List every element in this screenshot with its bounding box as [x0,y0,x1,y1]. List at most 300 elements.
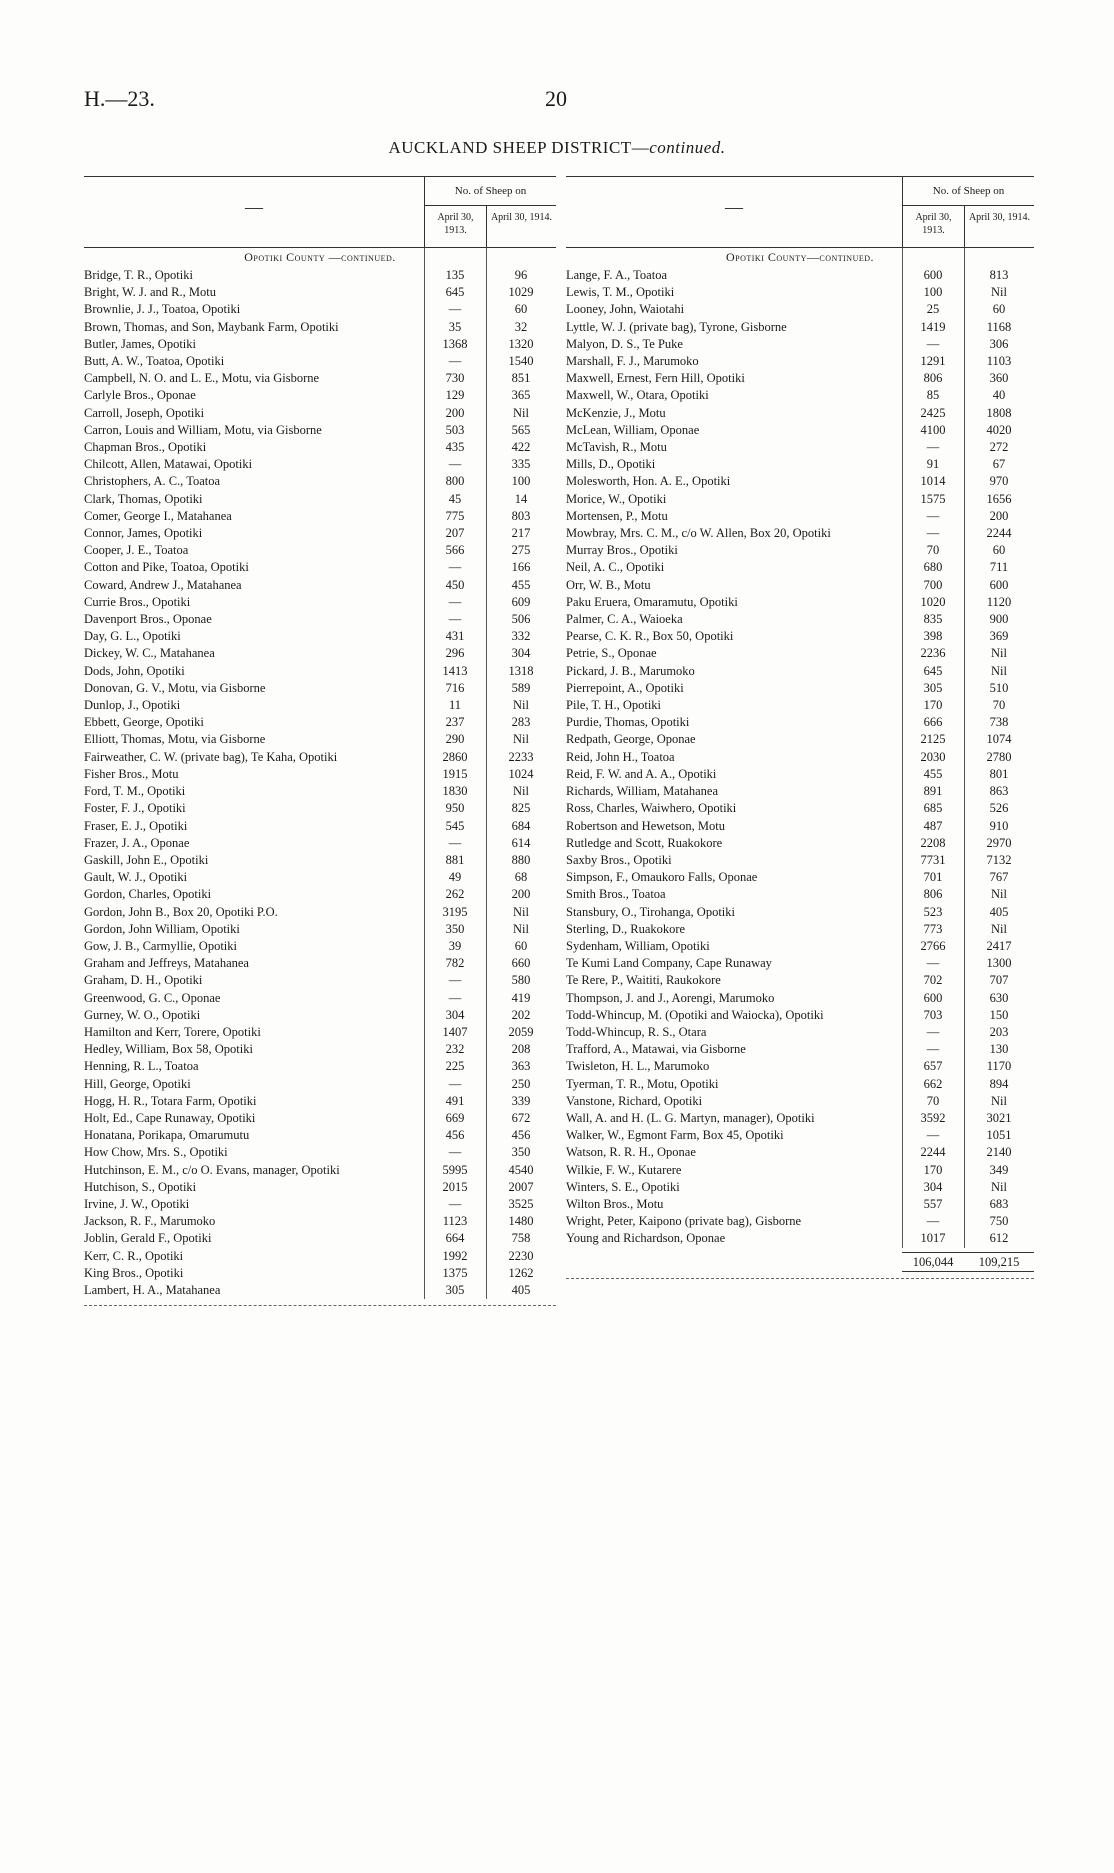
owner-name: Marshall, F. J., Marumoko [566,354,699,369]
sheep-1913: 703 [923,1007,943,1022]
sheep-1913: 4100 [920,422,946,437]
owner-name: Pickard, J. B., Marumoko [566,663,695,678]
sheep-1913: — [448,302,462,317]
sheep-1914: 1170 [986,1059,1012,1074]
owner-name: Robertson and Hewetson, Motu [566,818,726,833]
owner-name: Hutchinson, E. M., c/o O. Evans, manager, Opotiki [84,1162,340,1177]
sheep-1913: 657 [923,1059,943,1074]
sheep-1914: 70 [992,698,1006,713]
sheep-1914: 306 [989,336,1009,351]
sheep-1914: 203 [989,1024,1009,1039]
sheep-1914: Nil [991,887,1007,902]
sheep-1914: Nil [991,1179,1007,1194]
document-code: H.—23. [84,86,155,111]
sheep-1913: 2766 [920,938,946,953]
sheep-1913: 950 [445,801,465,816]
col-1914-header: April 30, 1914. [964,205,1034,247]
sheep-1913: 2208 [920,835,946,850]
owner-name: Redpath, George, Oponae [566,732,696,747]
sheep-1914: Nil [513,732,529,747]
sheep-1913: 170 [923,698,943,713]
sheep-1913: 2125 [920,732,946,747]
sheep-1914: 894 [989,1076,1009,1091]
sheep-1913: 645 [923,663,943,678]
sheep-1914: Nil [513,405,529,420]
sheep-1914: 166 [511,560,531,575]
sheep-1913: 1017 [920,1231,946,1246]
owner-name: Lewis, T. M., Opotiki [566,285,675,300]
sheep-1914: 200 [989,508,1009,523]
owner-name: Ebbett, George, Opotiki [84,715,204,730]
sheep-1914: 40 [992,388,1006,403]
sheep-1913: 70 [926,543,940,558]
owner-name: Twisleton, H. L., Marumoko [566,1059,710,1074]
sheep-1913: 350 [445,921,465,936]
owner-name: Winters, S. E., Opotiki [566,1179,680,1194]
owner-name: Morice, W., Opotiki [566,491,667,506]
sheep-1913: 545 [445,818,465,833]
owner-name: Cotton and Pike, Toatoa, Opotiki [84,560,249,575]
sheep-1914: Nil [991,646,1007,661]
sheep-1914: 208 [511,1042,531,1057]
owner-name: Carroll, Joseph, Opotiki [84,405,205,420]
sheep-1913: 450 [445,577,465,592]
sheep-1914: 851 [511,371,531,386]
owner-name: Sterling, D., Ruakokore [566,921,686,936]
owner-name: Malyon, D. S., Te Puke [566,336,683,351]
sheep-1913: 85 [926,388,940,403]
sheep-1914: 2970 [986,835,1012,850]
sheep-1914: 1168 [986,319,1012,334]
sheep-1913: 200 [445,405,465,420]
sheep-1914: 2059 [508,1024,534,1039]
owner-name: Cooper, J. E., Toatoa [84,543,189,558]
sheep-1913: 1830 [442,784,468,799]
sheep-1913: 891 [923,784,943,799]
owner-name: Trafford, A., Matawai, via Gisborne [566,1042,746,1057]
sheep-1914: 767 [989,870,1009,885]
sheep-1913: 2425 [920,405,946,420]
sheep-1913: 491 [445,1093,465,1108]
sheep-1914: 405 [989,904,1009,919]
sheep-1913: 5995 [442,1162,468,1177]
owner-name: Maxwell, Ernest, Fern Hill, Opotiki [566,371,745,386]
sheep-1914: 1808 [986,405,1012,420]
sheep-1913: 290 [445,732,465,747]
sheep-1913: 100 [923,285,943,300]
sheep-1913: 1407 [442,1024,468,1039]
owner-name: Young and Richardson, Oponae [566,1231,726,1246]
sheep-1913: 600 [923,990,943,1005]
owner-name: Paku Eruera, Omaramutu, Opotiki [566,594,738,609]
sheep-1913: — [448,973,462,988]
left-table-header [84,176,556,248]
sheep-1913: — [448,1145,462,1160]
sheep-1913: 669 [445,1110,465,1125]
sheep-1913: 806 [923,887,943,902]
owner-name: Honatana, Porikapa, Omarumutu [84,1128,250,1143]
page-number: 20 [545,86,567,111]
sheep-1914: 67 [992,457,1006,472]
owner-name: Joblin, Gerald F., Opotiki [84,1231,212,1246]
owner-name: Chapman Bros., Opotiki [84,440,207,455]
sheep-1913: 3195 [442,904,468,919]
owner-name: Dunlop, J., Opotiki [84,698,181,713]
sheep-1914: Nil [991,921,1007,936]
sheep-1913: — [926,1214,940,1229]
sheep-1914: 96 [514,268,528,282]
sheep-1914: 272 [989,440,1009,455]
sheep-1914: 630 [989,990,1009,1005]
sheep-1913: — [926,336,940,351]
sheep-1913: — [926,956,940,971]
sheep-1914: 1024 [508,766,534,781]
sheep-1913: — [926,526,940,541]
sheep-1913: 305 [445,1282,465,1297]
sheep-1914: 369 [989,629,1009,644]
total-1914: 109,215 [964,1252,1034,1272]
owner-name: Murray Bros., Opotiki [566,543,678,558]
sheep-1913: 11 [448,698,462,713]
owner-name: Kerr, C. R., Opotiki [84,1248,184,1263]
sheep-1914: 335 [511,457,531,472]
sheep-1914: 200 [511,887,531,902]
owner-name: Elliott, Thomas, Motu, via Gisborne [84,732,266,747]
owner-name: Foster, F. J., Opotiki [84,801,186,816]
sheep-1913: 1419 [920,319,946,334]
sheep-1914: 339 [511,1093,531,1108]
sheep-1914: 1480 [508,1214,534,1229]
left-table [84,176,556,1306]
owner-name: Fraser, E. J., Opotiki [84,818,188,833]
owner-name: Brown, Thomas, and Son, Maybank Farm, Opotiki [84,319,339,334]
sheep-1913: 503 [445,422,465,437]
sheep-1914: 250 [511,1076,531,1091]
section-heading: Opotiki County—continued. [725,250,875,264]
name-column-header: — [245,197,263,217]
sheep-1913: 25 [926,302,940,317]
owner-name: Bridge, T. R., Opotiki [84,268,193,282]
sheep-1913: 237 [445,715,465,730]
total-1913: 106,044 [902,1252,964,1272]
sheep-1914: 1262 [508,1265,534,1280]
owner-name: Gault, W. J., Opotiki [84,870,188,885]
sheep-1913: 7731 [920,852,946,867]
sheep-1914: 589 [511,680,531,695]
sheep-1913: 881 [445,852,465,867]
sheep-1914: 68 [514,870,528,885]
sheep-1914: 683 [989,1196,1009,1211]
owner-name: Coward, Andrew J., Matahanea [84,577,242,592]
sheep-1913: 1413 [442,663,468,678]
owner-name: Todd-Whincup, R. S., Otara [566,1024,707,1039]
right-table [566,176,1034,1279]
sheep-1913: 2236 [920,646,946,661]
sheep-1914: 600 [989,577,1009,592]
owner-name: Mortensen, P., Motu [566,508,668,523]
sheep-1913: 91 [926,457,940,472]
owner-name: Hedley, William, Box 58, Opotiki [84,1042,253,1057]
sheep-1914: 455 [511,577,531,592]
owner-name: Dickey, W. C., Matahanea [84,646,215,661]
left-table-body [84,248,556,1299]
owner-name: Carlyle Bros., Oponae [84,388,196,403]
sheep-1914: 2233 [508,749,534,764]
sheep-1913: 782 [445,956,465,971]
sheep-1914: 1074 [986,732,1012,747]
sheep-1914: 900 [989,612,1009,627]
owner-name: Todd-Whincup, M. (Opotiki and Waiocka), Opotiki [566,1007,824,1022]
sheep-1914: 150 [989,1007,1009,1022]
totals-row [566,1252,1034,1272]
owner-name: Stansbury, O., Tirohanga, Opotiki [566,904,735,919]
owner-name: Currie Bros., Opotiki [84,594,191,609]
owner-name: Wright, Peter, Kaipono (private bag), Gisborne [566,1214,802,1229]
sheep-1913: 800 [445,474,465,489]
owner-name: Christophers, A. C., Toatoa [84,474,221,489]
sheep-1914: 1318 [508,663,534,678]
sheep-1913: 487 [923,818,943,833]
owner-name: Vanstone, Richard, Opotiki [566,1093,703,1108]
sheep-1914: 1120 [986,594,1012,609]
owner-name: Rutledge and Scott, Ruakokore [566,835,723,850]
owner-name: Butler, James, Opotiki [84,336,196,351]
owner-name: Wall, A. and H. (L. G. Martyn, manager), Opotiki [566,1110,815,1125]
sheep-1914: 3525 [508,1196,534,1211]
sheep-1914: 365 [511,388,531,403]
sheep-1913: 262 [445,887,465,902]
sheep-1914: 7132 [986,852,1012,867]
sheep-1914: 880 [511,852,531,867]
sheep-count-group-header: No. of Sheep on [902,177,1034,206]
sheep-1913: 49 [448,870,462,885]
owner-name: Davenport Bros., Oponae [84,612,212,627]
sheep-1913: 645 [445,285,465,300]
sheep-1914: Nil [991,1093,1007,1108]
sheep-1913: 685 [923,801,943,816]
owner-name: Looney, John, Waiotahi [566,302,685,317]
owner-name: Hamilton and Kerr, Torere, Opotiki [84,1024,261,1039]
sheep-1914: 360 [989,371,1009,386]
owner-name: Reid, F. W. and A. A., Opotiki [566,766,717,781]
sheep-1913: 600 [923,268,943,282]
sheep-1913: 296 [445,646,465,661]
sheep-1914: Nil [513,904,529,919]
owner-name: Day, G. L., Opotiki [84,629,181,644]
sheep-1914: 4020 [986,422,1012,437]
sheep-1914: 456 [511,1128,531,1143]
sheep-1913: 702 [923,973,943,988]
sheep-1913: 435 [445,440,465,455]
sheep-1913: 3592 [920,1110,946,1125]
sheep-1914: 660 [511,956,531,971]
sheep-1913: 456 [445,1128,465,1143]
owner-name: Pile, T. H., Opotiki [566,698,662,713]
sheep-1913: 523 [923,904,943,919]
owner-name: Hutchison, S., Opotiki [84,1179,197,1194]
sheep-1913: 806 [923,371,943,386]
sheep-1913: 170 [923,1162,943,1177]
owner-name: Campbell, N. O. and L. E., Motu, via Gisborne [84,371,320,386]
sheep-1914: Nil [991,285,1007,300]
owner-name: Gurney, W. O., Opotiki [84,1007,201,1022]
sheep-1914: 405 [511,1282,531,1297]
sheep-1914: 758 [511,1231,531,1246]
owner-name: Pearse, C. K. R., Box 50, Opotiki [566,629,734,644]
owner-name: Neil, A. C., Opotiki [566,560,665,575]
sheep-1913: 775 [445,508,465,523]
sheep-count-group-header: No. of Sheep on [424,177,556,206]
sheep-1913: — [448,1076,462,1091]
sheep-1914: 970 [989,474,1009,489]
owner-name: Frazer, J. A., Oponae [84,835,190,850]
sheep-1914: 565 [511,422,531,437]
owner-name: McLean, William, Oponae [566,422,700,437]
sheep-1913: 431 [445,629,465,644]
sheep-1913: 305 [923,680,943,695]
sheep-1914: 863 [989,784,1009,799]
owner-name: Irvine, J. W., Opotiki [84,1196,190,1211]
owner-name: King Bros., Opotiki [84,1265,184,1280]
sheep-1913: — [448,612,462,627]
owner-name: Fairweather, C. W. (private bag), Te Kaha, Opotiki [84,749,338,764]
owner-name: Bright, W. J. and R., Motu [84,285,216,300]
sheep-1913: — [448,1196,462,1211]
owner-name: Clark, Thomas, Opotiki [84,491,203,506]
sheep-1913: 1368 [442,336,468,351]
col-1913-header: April 30, 1913. [424,205,486,247]
sheep-1914: 332 [511,629,531,644]
sheep-1913: — [448,354,462,369]
sheep-1914: 2417 [986,938,1012,953]
sheep-1914: 801 [989,766,1009,781]
owner-name: Te Rere, P., Waititi, Raukokore [566,973,721,988]
owner-name: Palmer, C. A., Waioeka [566,612,683,627]
sheep-1913: — [448,560,462,575]
sheep-1913: 662 [923,1076,943,1091]
owner-name: McKenzie, J., Motu [566,405,666,420]
owner-name: Henning, R. L., Toatoa [84,1059,199,1074]
sheep-1913: 225 [445,1059,465,1074]
sheep-1913: 1123 [442,1214,468,1229]
sheep-1914: 1300 [986,956,1012,971]
sheep-1913: — [448,457,462,472]
owner-name: Reid, John H., Toatoa [566,749,675,764]
owner-name: Smith Bros., Toatoa [566,887,666,902]
sheep-1914: 813 [989,268,1009,282]
sheep-1914: 609 [511,594,531,609]
sheep-1913: 700 [923,577,943,592]
sheep-1913: 557 [923,1196,943,1211]
sheep-1913: — [926,440,940,455]
sheep-1914: 304 [511,646,531,661]
sheep-1914: 350 [511,1145,531,1160]
owner-name: Graham and Jeffreys, Matahanea [84,956,249,971]
sheep-1914: 510 [989,680,1009,695]
sheep-1913: 2015 [442,1179,468,1194]
sheep-1913: 1375 [442,1265,468,1280]
owner-name: Lambert, H. A., Matahanea [84,1282,221,1297]
sheep-1913: 701 [923,870,943,885]
sheep-1914: 526 [989,801,1009,816]
sheep-1913: 1014 [920,474,946,489]
sheep-1913: 304 [923,1179,943,1194]
sheep-1914: 711 [989,560,1009,575]
owner-name: Sydenham, William, Opotiki [566,938,710,953]
owner-name: Tyerman, T. R., Motu, Opotiki [566,1076,719,1091]
sheep-1914: 580 [511,973,531,988]
sheep-1913: — [448,594,462,609]
sheep-1913: 773 [923,921,943,936]
sheep-1914: 2244 [986,526,1012,541]
sheep-1914: 1051 [986,1128,1012,1143]
sheep-1913: 129 [445,388,465,403]
sheep-1913: 207 [445,526,465,541]
col-1914-header: April 30, 1914. [486,205,556,247]
name-column-header: — [725,197,743,217]
sheep-1914: 707 [989,973,1009,988]
sheep-1914: 202 [511,1007,531,1022]
owner-name: Gow, J. B., Carmyllie, Opotiki [84,938,238,953]
owner-name: Maxwell, W., Otara, Opotiki [566,388,709,403]
owner-name: Walker, W., Egmont Farm, Box 45, Opotiki [566,1128,784,1143]
sheep-1914: Nil [991,663,1007,678]
sheep-1914: 60 [992,543,1006,558]
sheep-1913: 35 [448,319,462,334]
sheep-1913: 680 [923,560,943,575]
sheep-1914: 3021 [986,1110,1012,1125]
sheep-1914: 130 [989,1042,1009,1057]
sheep-1913: 666 [923,715,943,730]
owner-name: Donovan, G. V., Motu, via Gisborne [84,680,266,695]
owner-name: Mowbray, Mrs. C. M., c/o W. Allen, Box 20, Opotiki [566,526,831,541]
sheep-1914: 14 [514,491,528,506]
sheep-1914: 2140 [986,1145,1012,1160]
page-title: AUCKLAND SHEEP DISTRICT—continued. [388,138,726,157]
sheep-1914: 275 [511,543,531,558]
owner-name: Watson, R. R. H., Oponae [566,1145,696,1160]
owner-name: Lyttle, W. J. (private bag), Tyrone, Gisborne [566,319,787,334]
sheep-1914: 217 [511,526,531,541]
sheep-1914: 4540 [508,1162,534,1177]
owner-name: Petrie, S., Oponae [566,646,657,661]
sheep-1913: 730 [445,371,465,386]
owner-name: Fisher Bros., Motu [84,766,179,781]
right-table-body [566,248,1034,1248]
sheep-1913: 1915 [442,766,468,781]
owner-name: Wilkie, F. W., Kutarere [566,1162,682,1177]
owner-name: Thompson, J. and J., Aorengi, Marumoko [566,990,775,1005]
sheep-1914: 614 [511,835,531,850]
sheep-1914: 1540 [508,354,534,369]
section-heading: Opotiki County —continued. [244,250,396,264]
owner-name: Butt, A. W., Toatoa, Opotiki [84,354,225,369]
owner-name: Molesworth, Hon. A. E., Opotiki [566,474,731,489]
sheep-1914: 2780 [986,749,1012,764]
sheep-1913: 232 [445,1042,465,1057]
sheep-1914: 419 [511,990,531,1005]
sheep-1913: — [926,508,940,523]
owner-name: Hill, George, Opotiki [84,1076,191,1091]
owner-name: Gordon, Charles, Opotiki [84,887,212,902]
sheep-1914: 60 [992,302,1006,317]
sheep-1914: 684 [511,818,531,833]
sheep-1913: — [926,1042,940,1057]
sheep-1914: 825 [511,801,531,816]
sheep-1914: 363 [511,1059,531,1074]
owner-name: Brownlie, J. J., Toatoa, Opotiki [84,302,241,317]
sheep-1913: 1992 [442,1248,468,1263]
